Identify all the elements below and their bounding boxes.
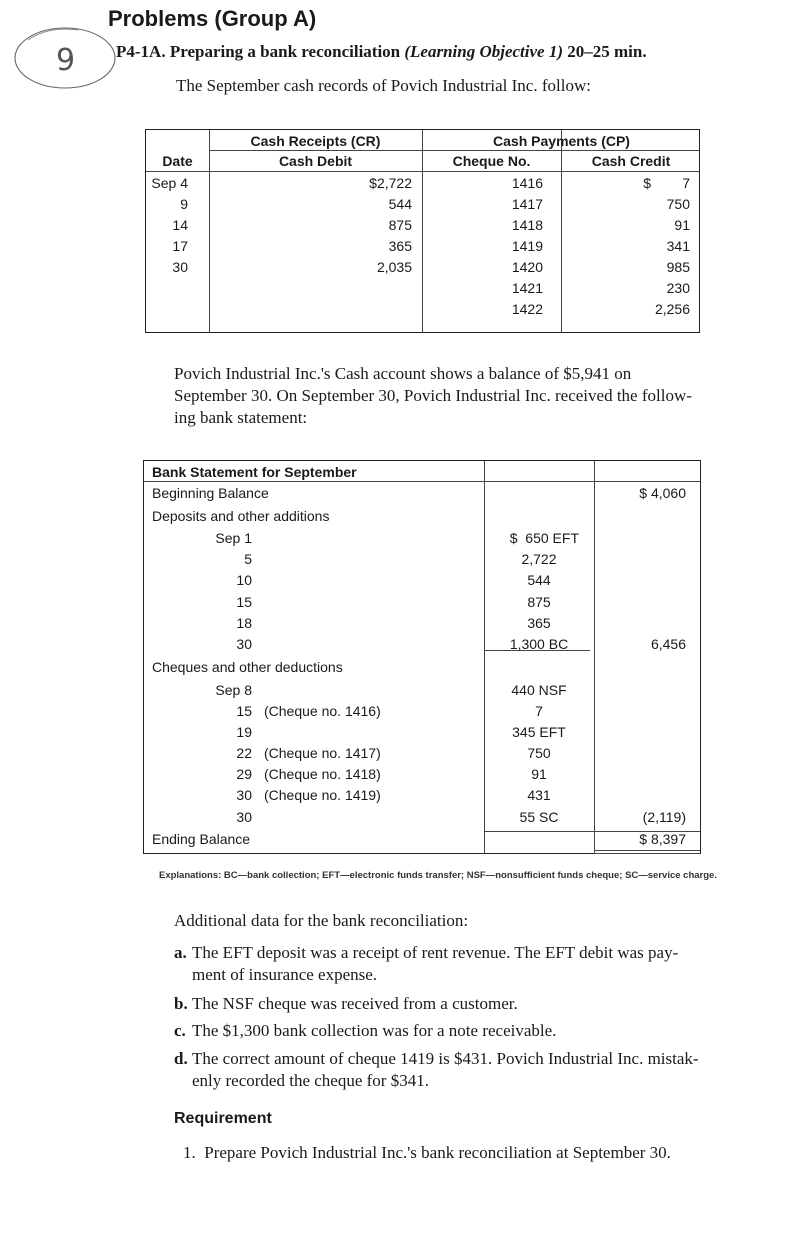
receipt-date: Sep 4 [151,175,188,191]
receipt-debit: 544 [388,196,412,212]
explanations-footnote: Explanations: BC—bank collection; EFT—electronic funds transfer; NSF—nonsufficient funds cheque; SC—service charge. [159,870,717,881]
deposit-amount: 2,722 [521,551,557,567]
deduction-amount: 431 [527,787,551,803]
additional-item-a [174,942,754,986]
deposit-day: 10 [236,572,252,588]
deduction-day: 22 [236,745,252,761]
deposit-amount: 875 [527,594,551,610]
paragraph-line: September 30. On September 30, Povich Industrial Inc. received the follow- [174,386,692,405]
handwritten-number: 9 [56,43,76,78]
payment-credit: 341 [666,238,690,254]
handwritten-circle-mark [8,20,118,105]
deduction-amount: 55 SC [519,809,559,825]
paragraph-line: ing bank statement: [174,408,308,427]
bank-statement-table [143,460,701,854]
paragraph-line: Povich Industrial Inc.'s Cash account shows a balance of $5,941 on [174,364,632,383]
deposits-label: Deposits and other additions [152,508,330,524]
deduction-desc: (Cheque no. 1417) [264,745,381,761]
deposit-day: 5 [244,551,252,567]
deduction-day: 30 [236,787,252,803]
additional-item-d [174,1048,754,1092]
deposit-amount: 544 [527,572,551,588]
payment-credit: 750 [666,196,690,212]
deduction-day: 30 [236,809,252,825]
requirement-item: 1. Prepare Povich Industrial Inc.'s bank reconciliation at September 30. [183,1143,671,1162]
column-header-date: Date [162,153,193,169]
deduction-amount: 345 EFT [512,724,566,740]
payment-cheque: 1417 [511,196,543,212]
deposit-day: 18 [236,615,252,631]
cash-records-table [145,129,700,333]
section-heading: Problems (Group A) [108,6,317,31]
requirement-title: Requirement [174,1110,272,1127]
deduction-amount: 91 [531,766,547,782]
payment-credit: 230 [666,280,690,296]
item-text: The NSF cheque was received from a customer. [192,994,518,1013]
payment-cheque: 1418 [511,217,543,233]
problem-time: 20–25 min. [567,42,647,61]
receipt-debit: 875 [388,217,412,233]
deduction-amount: 440 NSF [511,682,567,698]
receipt-debit: 365 [388,238,412,254]
deduction-desc: (Cheque no. 1418) [264,766,381,782]
deduction-amount: 750 [527,745,551,761]
item-label: d. [174,1049,188,1068]
payment-credit: 985 [666,259,690,275]
payment-credit: 91 [674,217,690,233]
deposit-day: 30 [236,636,252,652]
intro-text: The September cash records of Povich Industrial Inc. follow: [176,76,591,95]
payment-cheque: 1416 [511,175,543,191]
additional-item-c [174,1020,754,1042]
payment-cheque: 1421 [511,280,543,296]
receipt-date: 30 [172,259,188,275]
payment-credit: $ 7 [643,175,690,191]
payment-cheque: 1420 [511,259,543,275]
column-header-cash-credit: Cash Credit [591,153,671,169]
cash-receipts-header: Cash Receipts (CR) [250,133,381,149]
deposit-day: Sep 1 [215,530,252,546]
deduction-desc: (Cheque no. 1416) [264,703,381,719]
cash-balance-paragraph [174,363,754,429]
payment-cheque: 1419 [511,238,543,254]
deduction-day: 15 [236,703,252,719]
bank-statement-title: Bank Statement for September [152,464,357,480]
deduction-day: Sep 8 [215,682,252,698]
deductions-label: Cheques and other deductions [152,659,343,675]
item-label: a. [174,943,187,962]
receipt-debit: $2,722 [369,175,412,191]
beginning-balance-label: Beginning Balance [152,485,269,501]
problem-title: Preparing a bank reconciliation [169,42,401,61]
problem-objective: (Learning Objective 1) [404,42,564,61]
ending-balance-value: $ 8,397 [639,831,686,847]
item-label: b. [174,994,188,1013]
deposit-day: 15 [236,594,252,610]
additional-data-title: Additional data for the bank reconciliation: [174,911,469,930]
additional-item-b [174,993,754,1015]
item-text-continued: enly recorded the cheque for $341. [192,1071,429,1090]
receipt-date: 9 [180,196,188,212]
deduction-day: 19 [236,724,252,740]
deduction-amount: 7 [535,703,543,719]
receipt-date: 14 [172,217,188,233]
payment-credit: 2,256 [654,301,690,317]
item-text: The EFT deposit was a receipt of rent revenue. The EFT debit was pay- [192,943,679,962]
receipt-debit: 2,035 [376,259,412,275]
item-text-continued: ment of insurance expense. [192,965,378,984]
ending-balance-label: Ending Balance [152,831,251,847]
cash-payments-header: Cash Payments (CP) [493,133,630,149]
column-header-cheque-no: Cheque No. [452,153,531,169]
column-header-cash-debit: Cash Debit [278,153,353,169]
item-text: The correct amount of cheque 1419 is $431. Povich Industrial Inc. mistak- [192,1049,699,1068]
deposit-amount: 365 [527,615,551,631]
deduction-day: 29 [236,766,252,782]
receipt-date: 17 [172,238,188,254]
problem-title-line [116,42,647,62]
deposit-amount: $ 650 EFT [509,530,579,546]
item-text: The $1,300 bank collection was for a note receivable. [192,1021,557,1040]
item-label: c. [174,1021,186,1040]
deposits-total: 6,456 [650,636,686,652]
payment-cheque: 1422 [511,301,543,317]
beginning-balance-value: $ 4,060 [639,485,686,501]
deductions-total: (2,119) [642,809,686,825]
deduction-desc: (Cheque no. 1419) [264,787,381,803]
problem-number: P4-1A. [116,42,166,61]
deposit-amount: 1,300 BC [509,636,569,652]
